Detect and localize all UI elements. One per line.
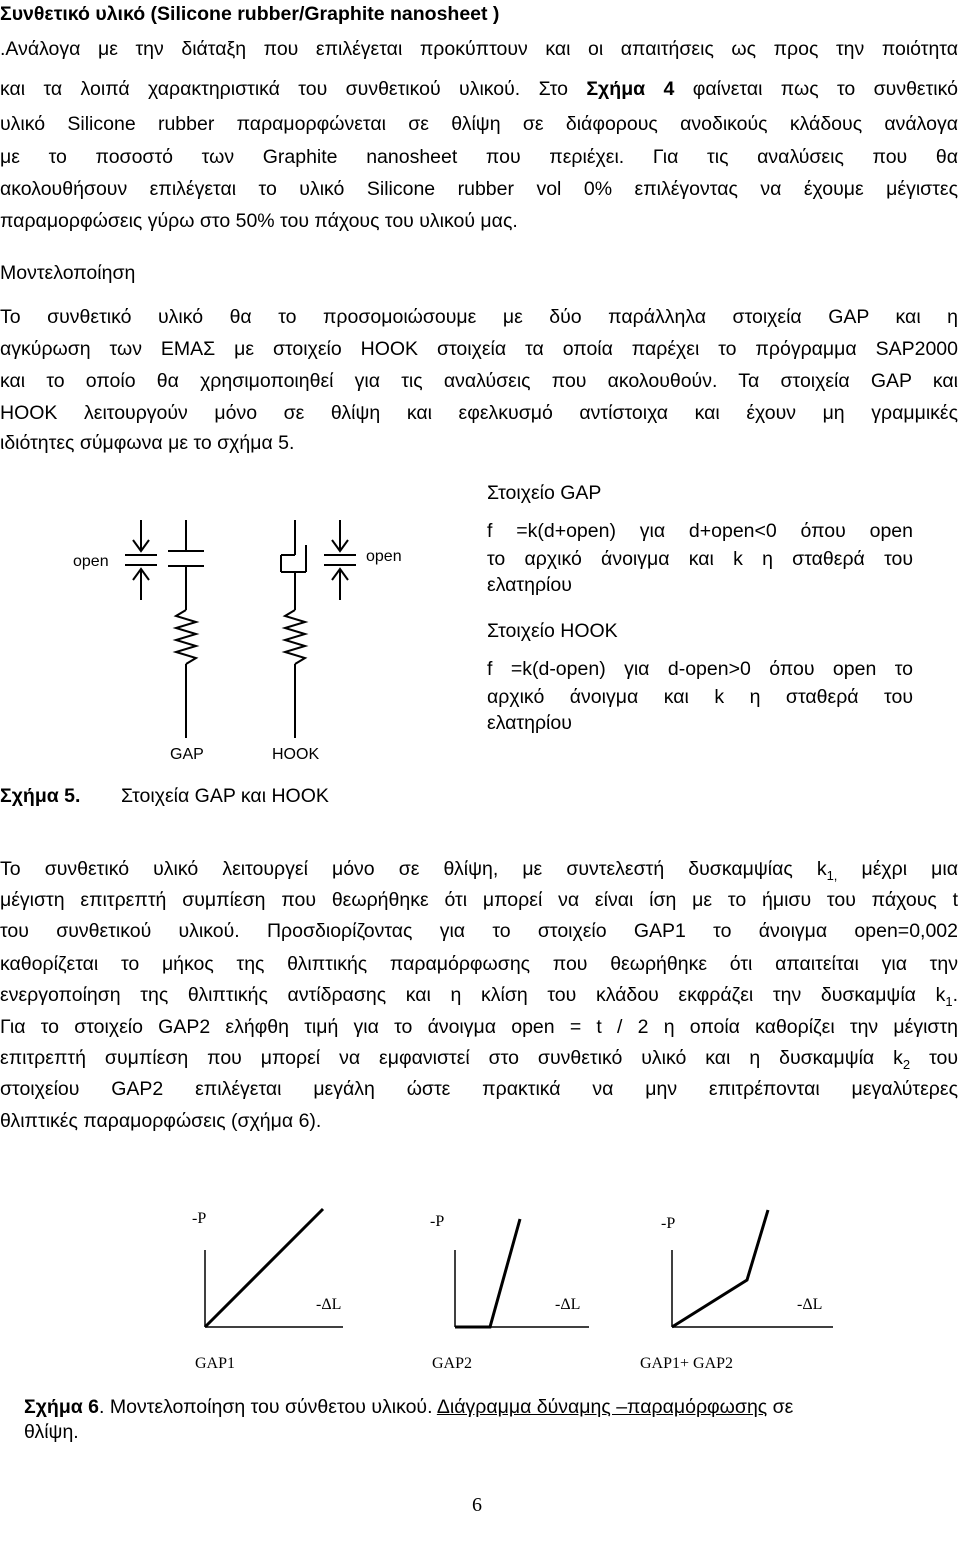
para2-line-4: καθορίζεται το μήκος της θλιπτικής παραμόρφωσης που θεωρήθηκε ότι απαιτείται για την	[0, 953, 958, 975]
para2-line-7	[0, 1046, 958, 1077]
hook-desc-1: f =k(d-open) για d-open>0 όπου open το	[487, 658, 913, 680]
plot3-y-label: -P	[661, 1215, 676, 1232]
modeling-line-5: ιδιότητες σύμφωνα με το σχήμα 5.	[0, 432, 295, 454]
para2-sub-1: 1,	[826, 867, 838, 883]
figure-5-caption: Στοιχεία GAP και HOOK	[121, 785, 329, 807]
intro-line-6: παραμορφώσεις γύρω στο 50% του πάχους του υλικού μας.	[0, 210, 518, 232]
para2-line-8: στοιχείου GAP2 επιλέγεται μεγάλη ώστε πρακτικά να μην επιτρέπονται μεγαλύτερες	[0, 1078, 958, 1100]
gap-element-label: GAP	[170, 746, 204, 763]
para2-line-1b: μέχρι μια	[837, 858, 958, 880]
plot1-name: GAP1	[195, 1355, 236, 1372]
modeling-line-3: και το οποίο θα χρησιμοποιηθεί για τις αναλύσεις που ακολουθούν. Τα στοιχεία GAP και	[0, 370, 958, 392]
para2-sub-2: 1	[945, 993, 953, 1009]
open-label-right: open	[366, 548, 402, 565]
gap-title: Στοιχείο GAP	[487, 482, 602, 504]
intro-line-2	[0, 77, 958, 101]
section-title: Συνθετικό υλικό (Silicone rubber/Graphite nanosheet )	[0, 3, 500, 25]
intro-line-5: ακολουθήσουν επιλέγεται το υλικό Silicone rubber vol 0% επιλέγοντας να έχουμε μέγιστες	[0, 178, 958, 200]
figure-6-caption-b: Διάγραμμα δύναμης –παραμόρφωσης	[436, 1396, 768, 1418]
hook-desc-3: ελατηρίου	[487, 712, 572, 734]
hook-title: Στοιχείο HOOK	[487, 620, 618, 642]
para2-line-9: θλιπτικές παραμορφώσεις (σχήμα 6).	[0, 1110, 322, 1132]
para2-sub-3: 2	[902, 1056, 911, 1072]
para2-line-2: μέγιστη επιτρεπτή συμπίεση που θεωρήθηκε ότι μπορεί να είναι ίση με το ήμισυ του πάχους t	[0, 889, 958, 911]
plot1-y-label: -P	[192, 1210, 207, 1227]
para2-line-5	[0, 983, 958, 1014]
figure-5-number: Σχήμα 5.	[0, 785, 81, 807]
figure-6-number: Σχήμα 6	[24, 1396, 100, 1418]
para2-line-6: Για το στοιχείο GAP2 ελήφθη τιμή για το άνοιγμα open = t / 2 η οποία καθορίζει την μέγιστη	[0, 1016, 958, 1038]
figure-6-caption-a: . Μοντελοποίηση του σύνθετου υλικού.	[99, 1396, 437, 1418]
plot2-name: GAP2	[432, 1355, 473, 1372]
intro-line-1: .Ανάλογα με την διάταξη που επιλέγεται προκύπτουν και οι απαιτήσεις ως προς την ποιότητα	[0, 38, 958, 60]
page-number: 6	[472, 1494, 482, 1516]
para2-line-5b: .	[952, 984, 958, 1006]
figure-ref-4: Σχήμα 4	[586, 78, 675, 100]
modeling-heading: Μοντελοποίηση	[0, 262, 136, 284]
gap-desc-2: το αρχικό άνοιγμα και k η σταθερά του	[487, 548, 913, 570]
hook-desc-2: αρχικό άνοιγμα και k η σταθερά του	[487, 686, 913, 708]
plot1-x-label: -ΔL	[316, 1296, 342, 1313]
intro-line-2b: φαίνεται πως το συνθετικό	[674, 78, 958, 100]
intro-line-2a: και τα λοιπά χαρακτηριστικά του συνθετικού υλικού. Στο	[0, 78, 587, 100]
para2-line-7b: του	[910, 1047, 958, 1069]
open-label-left: open	[73, 553, 109, 570]
plot2-x-label: -ΔL	[555, 1296, 581, 1313]
intro-line-3: υλικό Silicone rubber παραμορφώνεται σε θλίψη σε διάφορους ανοδικούς κλάδους ανάλογα	[0, 113, 958, 135]
para2-line-1	[0, 857, 958, 888]
figure-6-caption-line-2: θλίψη.	[24, 1421, 79, 1443]
plot2-y-label: -P	[430, 1213, 445, 1230]
figure-6-caption-c: σε	[767, 1396, 794, 1418]
modeling-line-4: HOOK λειτουργούν μόνο σε θλίψη και εφελκυσμό αντίστοιχα και έχουν μη γραμμικές	[0, 402, 958, 424]
para2-line-1a: Το συνθετικό υλικό λειτουργεί μόνο σε θλίψη, με συντελεστή δυσκαμψίας k	[0, 858, 827, 880]
modeling-line-2: αγκύρωση των ΕΜΑΣ με στοιχείο HOOK στοιχεία τα οποία παρέχει το πρόγραμμα SAP2000	[0, 338, 958, 360]
plot3-name: GAP1+ GAP2	[640, 1355, 734, 1372]
para2-line-7a: επιτρεπτή συμπίεση που μπορεί να εμφανιστεί στο συνθετικό υλικό και η δυσκαμψία k	[0, 1047, 903, 1069]
gap-desc-1: f =k(d+open) για d+open<0 όπου open	[487, 520, 913, 542]
modeling-line-1: Το συνθετικό υλικό θα το προσομοιώσουμε με δύο παράλληλα στοιχεία GAP και η	[0, 306, 958, 328]
plot3-x-label: -ΔL	[797, 1296, 823, 1313]
hook-element-label: HOOK	[272, 746, 320, 763]
gap-desc-3: ελατηρίου	[487, 574, 572, 596]
para2-line-3: του συνθετικού υλικού. Προσδιορίζοντας για το στοιχείο GAP1 το άνοιγμα open=0,002	[0, 920, 958, 942]
intro-line-4: με το ποσοστό των Graphite nanosheet που περιέχει. Για τις αναλύσεις που θα	[0, 146, 958, 168]
para2-line-5a: ενεργοποίηση της θλιπτικής αντίδρασης και η κλίση του κλάδου εκφράζει την δυσκαμψία k	[0, 984, 946, 1006]
figure-6-caption-line-1	[24, 1395, 793, 1419]
